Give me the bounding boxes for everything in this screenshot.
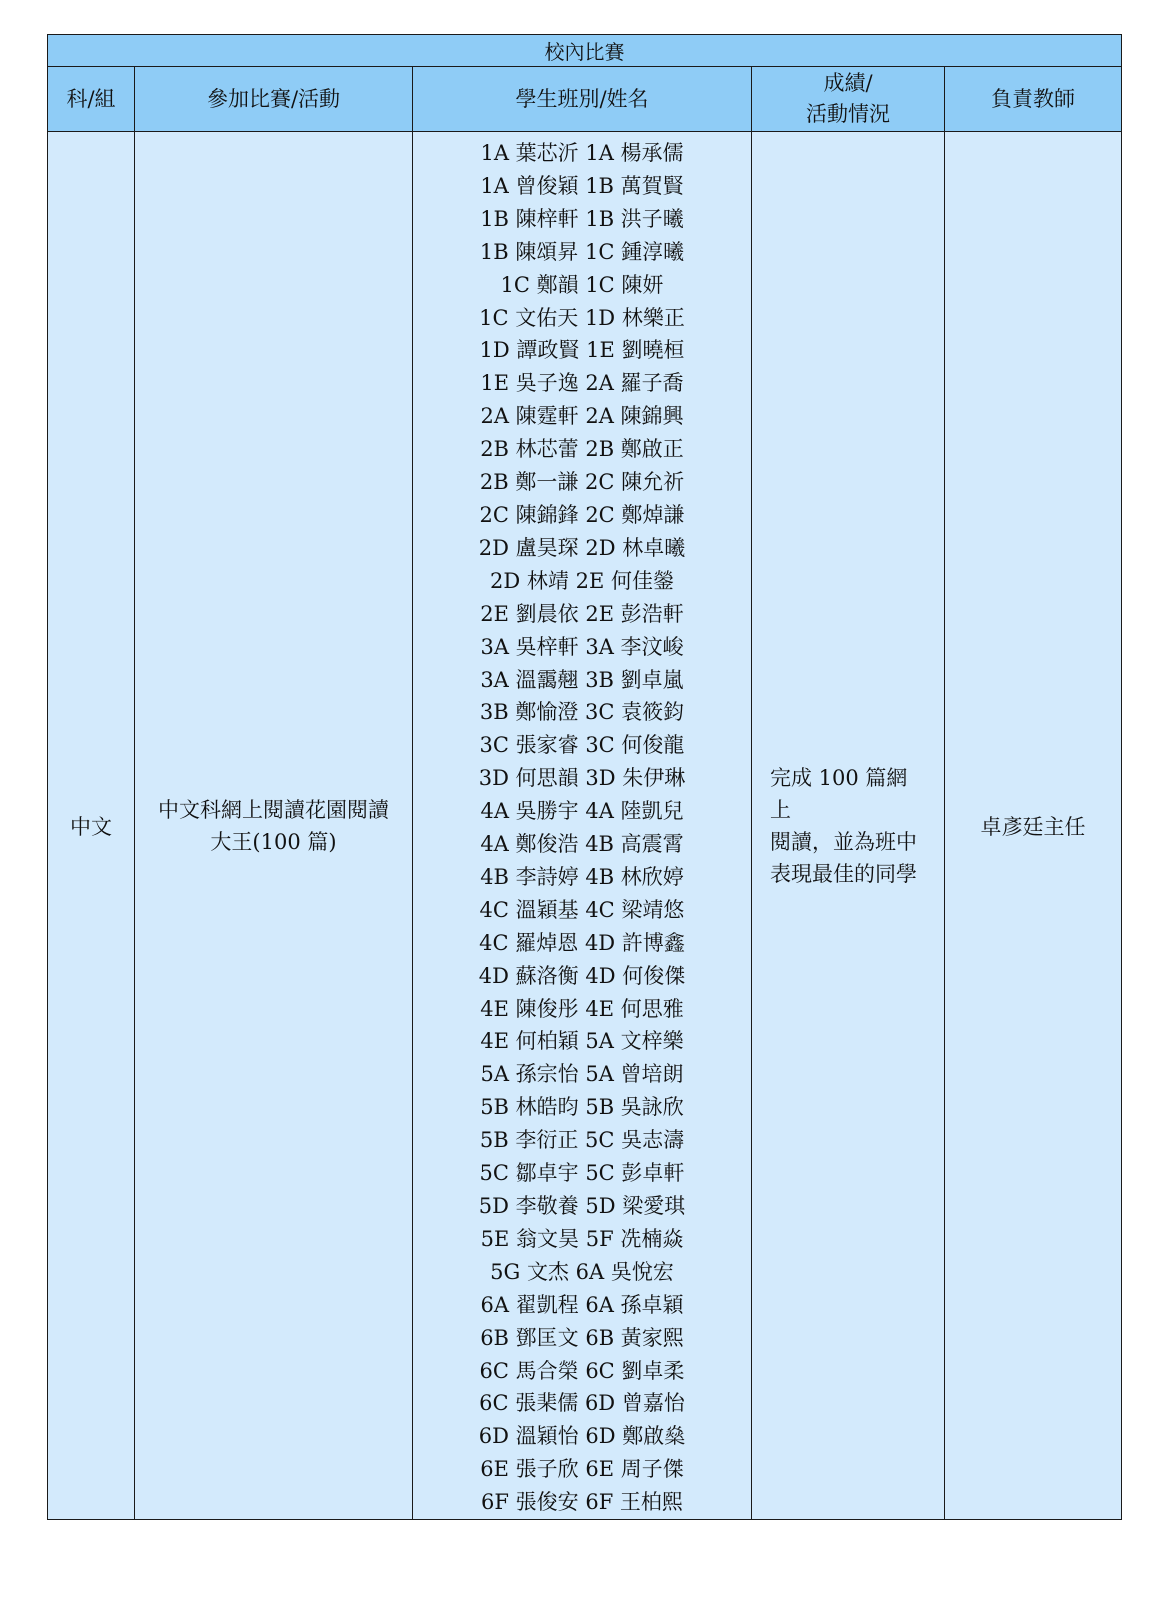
cell-teacher <box>945 132 1122 1520</box>
student-list <box>413 132 751 1519</box>
cell-students <box>413 132 752 1520</box>
cell-subject <box>48 132 135 1520</box>
header-subject: 科/組 <box>48 67 135 132</box>
student-pair: 2D 盧昊琛 2D 林卓曦 <box>478 535 686 560</box>
header-result-line1: 成績/ <box>823 71 873 95</box>
competition-table <box>47 34 1122 1520</box>
student-pair: 4D 蘇洛衡 4D 何俊傑 <box>478 963 686 988</box>
student-pair: 4A 吳勝宇 4A 陸凱兒 <box>480 799 684 824</box>
student-pair: 1B 陳梓軒 1B 洪子曦 <box>480 206 684 231</box>
activity-line1: 中文科網上閱讀花園閱讀 <box>158 797 389 822</box>
student-pair: 5C 鄒卓宇 5C 彭卓軒 <box>479 1161 685 1186</box>
cell-activity <box>135 132 413 1520</box>
teacher-text: 卓彥廷主任 <box>980 814 1086 839</box>
student-pair: 6C 馬合榮 6C 劉卓柔 <box>479 1358 685 1383</box>
header-activity: 參加比賽/活動 <box>135 67 413 132</box>
student-pair: 5B 李衍正 5C 吳志濤 <box>479 1128 685 1153</box>
student-pair: 2A 陳霆軒 2A 陳錦興 <box>480 404 684 429</box>
student-pair: 6E 張子欣 6E 周子傑 <box>480 1457 684 1482</box>
header-teacher: 負責教師 <box>945 67 1122 132</box>
table-row <box>48 132 1122 1520</box>
student-pair: 3D 何思韻 3D 朱伊琳 <box>478 766 686 791</box>
student-pair: 1A 葉芯沂 1A 楊承儒 <box>480 141 684 165</box>
student-pair: 6D 溫穎怡 6D 鄭啟燊 <box>478 1424 686 1449</box>
student-pair: 2C 陳錦鋒 2C 鄭焯謙 <box>479 502 685 527</box>
student-pair: 5E 翁文昊 5F 冼楠焱 <box>480 1226 684 1251</box>
header-result <box>752 67 945 132</box>
student-pair: 1B 陳頌昇 1C 鍾淳曦 <box>479 239 685 264</box>
student-pair: 2B 鄭一謙 2C 陳允祈 <box>479 470 685 495</box>
student-pair: 5D 李敬養 5D 梁愛琪 <box>478 1194 686 1218</box>
student-pair: 4E 陳俊彤 4E 何思雅 <box>480 996 684 1021</box>
student-pair: 1C 鄭韻 1C 陳妍 <box>500 272 664 297</box>
student-pair: 6A 翟凱程 6A 孫卓穎 <box>480 1292 684 1317</box>
student-pair: 4A 鄭俊浩 4B 高震霄 <box>480 832 684 857</box>
student-pair: 1C 文佑天 1D 林樂正 <box>479 305 685 330</box>
student-pair: 3A 溫靄翹 3B 劉卓嵐 <box>480 667 684 692</box>
table-header-row <box>48 67 1122 132</box>
student-pair: 5A 孫宗怡 5A 曾培朗 <box>480 1062 684 1087</box>
student-pair: 3B 鄭愉澄 3C 袁筱鈞 <box>479 700 685 725</box>
result-line1: 完成 100 篇網上 <box>770 765 908 822</box>
table-title-row <box>48 35 1122 67</box>
student-pair: 2D 林靖 2E 何佳鎣 <box>490 568 674 593</box>
student-pair: 3A 吳梓軒 3A 李汶峻 <box>480 634 684 659</box>
result-line2: 閱讀，並為班中 <box>770 829 917 854</box>
header-students: 學生班別/姓名 <box>413 67 752 132</box>
result-line3: 表現最佳的同學 <box>770 861 917 886</box>
student-pair: 4B 李詩婷 4B 林欣婷 <box>480 864 684 889</box>
student-pair: 1D 譚政賢 1E 劉曉桓 <box>479 338 685 363</box>
student-pair: 6F 張俊安 6F 王柏熙 <box>481 1490 683 1515</box>
cell-result <box>752 132 945 1520</box>
student-pair: 4C 羅焯恩 4D 許博鑫 <box>479 930 685 955</box>
student-pair: 1A 曾俊穎 1B 萬賀賢 <box>480 173 684 198</box>
activity-line2: 大王(100 篇) <box>210 829 337 854</box>
student-pair: 6B 鄧匡文 6B 黃家熙 <box>480 1325 684 1350</box>
student-pair: 4C 溫穎基 4C 梁靖悠 <box>479 897 685 922</box>
student-pair: 2E 劉晨依 2E 彭浩軒 <box>480 601 684 626</box>
student-pair: 3C 張家睿 3C 何俊龍 <box>479 733 685 758</box>
header-result-line2: 活動情況 <box>806 102 890 126</box>
student-pair: 5G 文杰 6A 吳悅宏 <box>490 1259 674 1284</box>
student-pair: 2B 林芯蕾 2B 鄭啟正 <box>480 437 684 462</box>
student-pair: 6C 張棐儒 6D 曾嘉怡 <box>479 1391 685 1416</box>
student-pair: 5B 林皓昀 5B 吳詠欣 <box>480 1095 684 1120</box>
table-title: 校內比賽 <box>48 35 1122 67</box>
student-pair: 1E 吳子逸 2A 羅子喬 <box>480 371 684 396</box>
subject-text: 中文 <box>70 814 112 839</box>
student-pair: 4E 何柏穎 5A 文梓樂 <box>480 1029 684 1054</box>
